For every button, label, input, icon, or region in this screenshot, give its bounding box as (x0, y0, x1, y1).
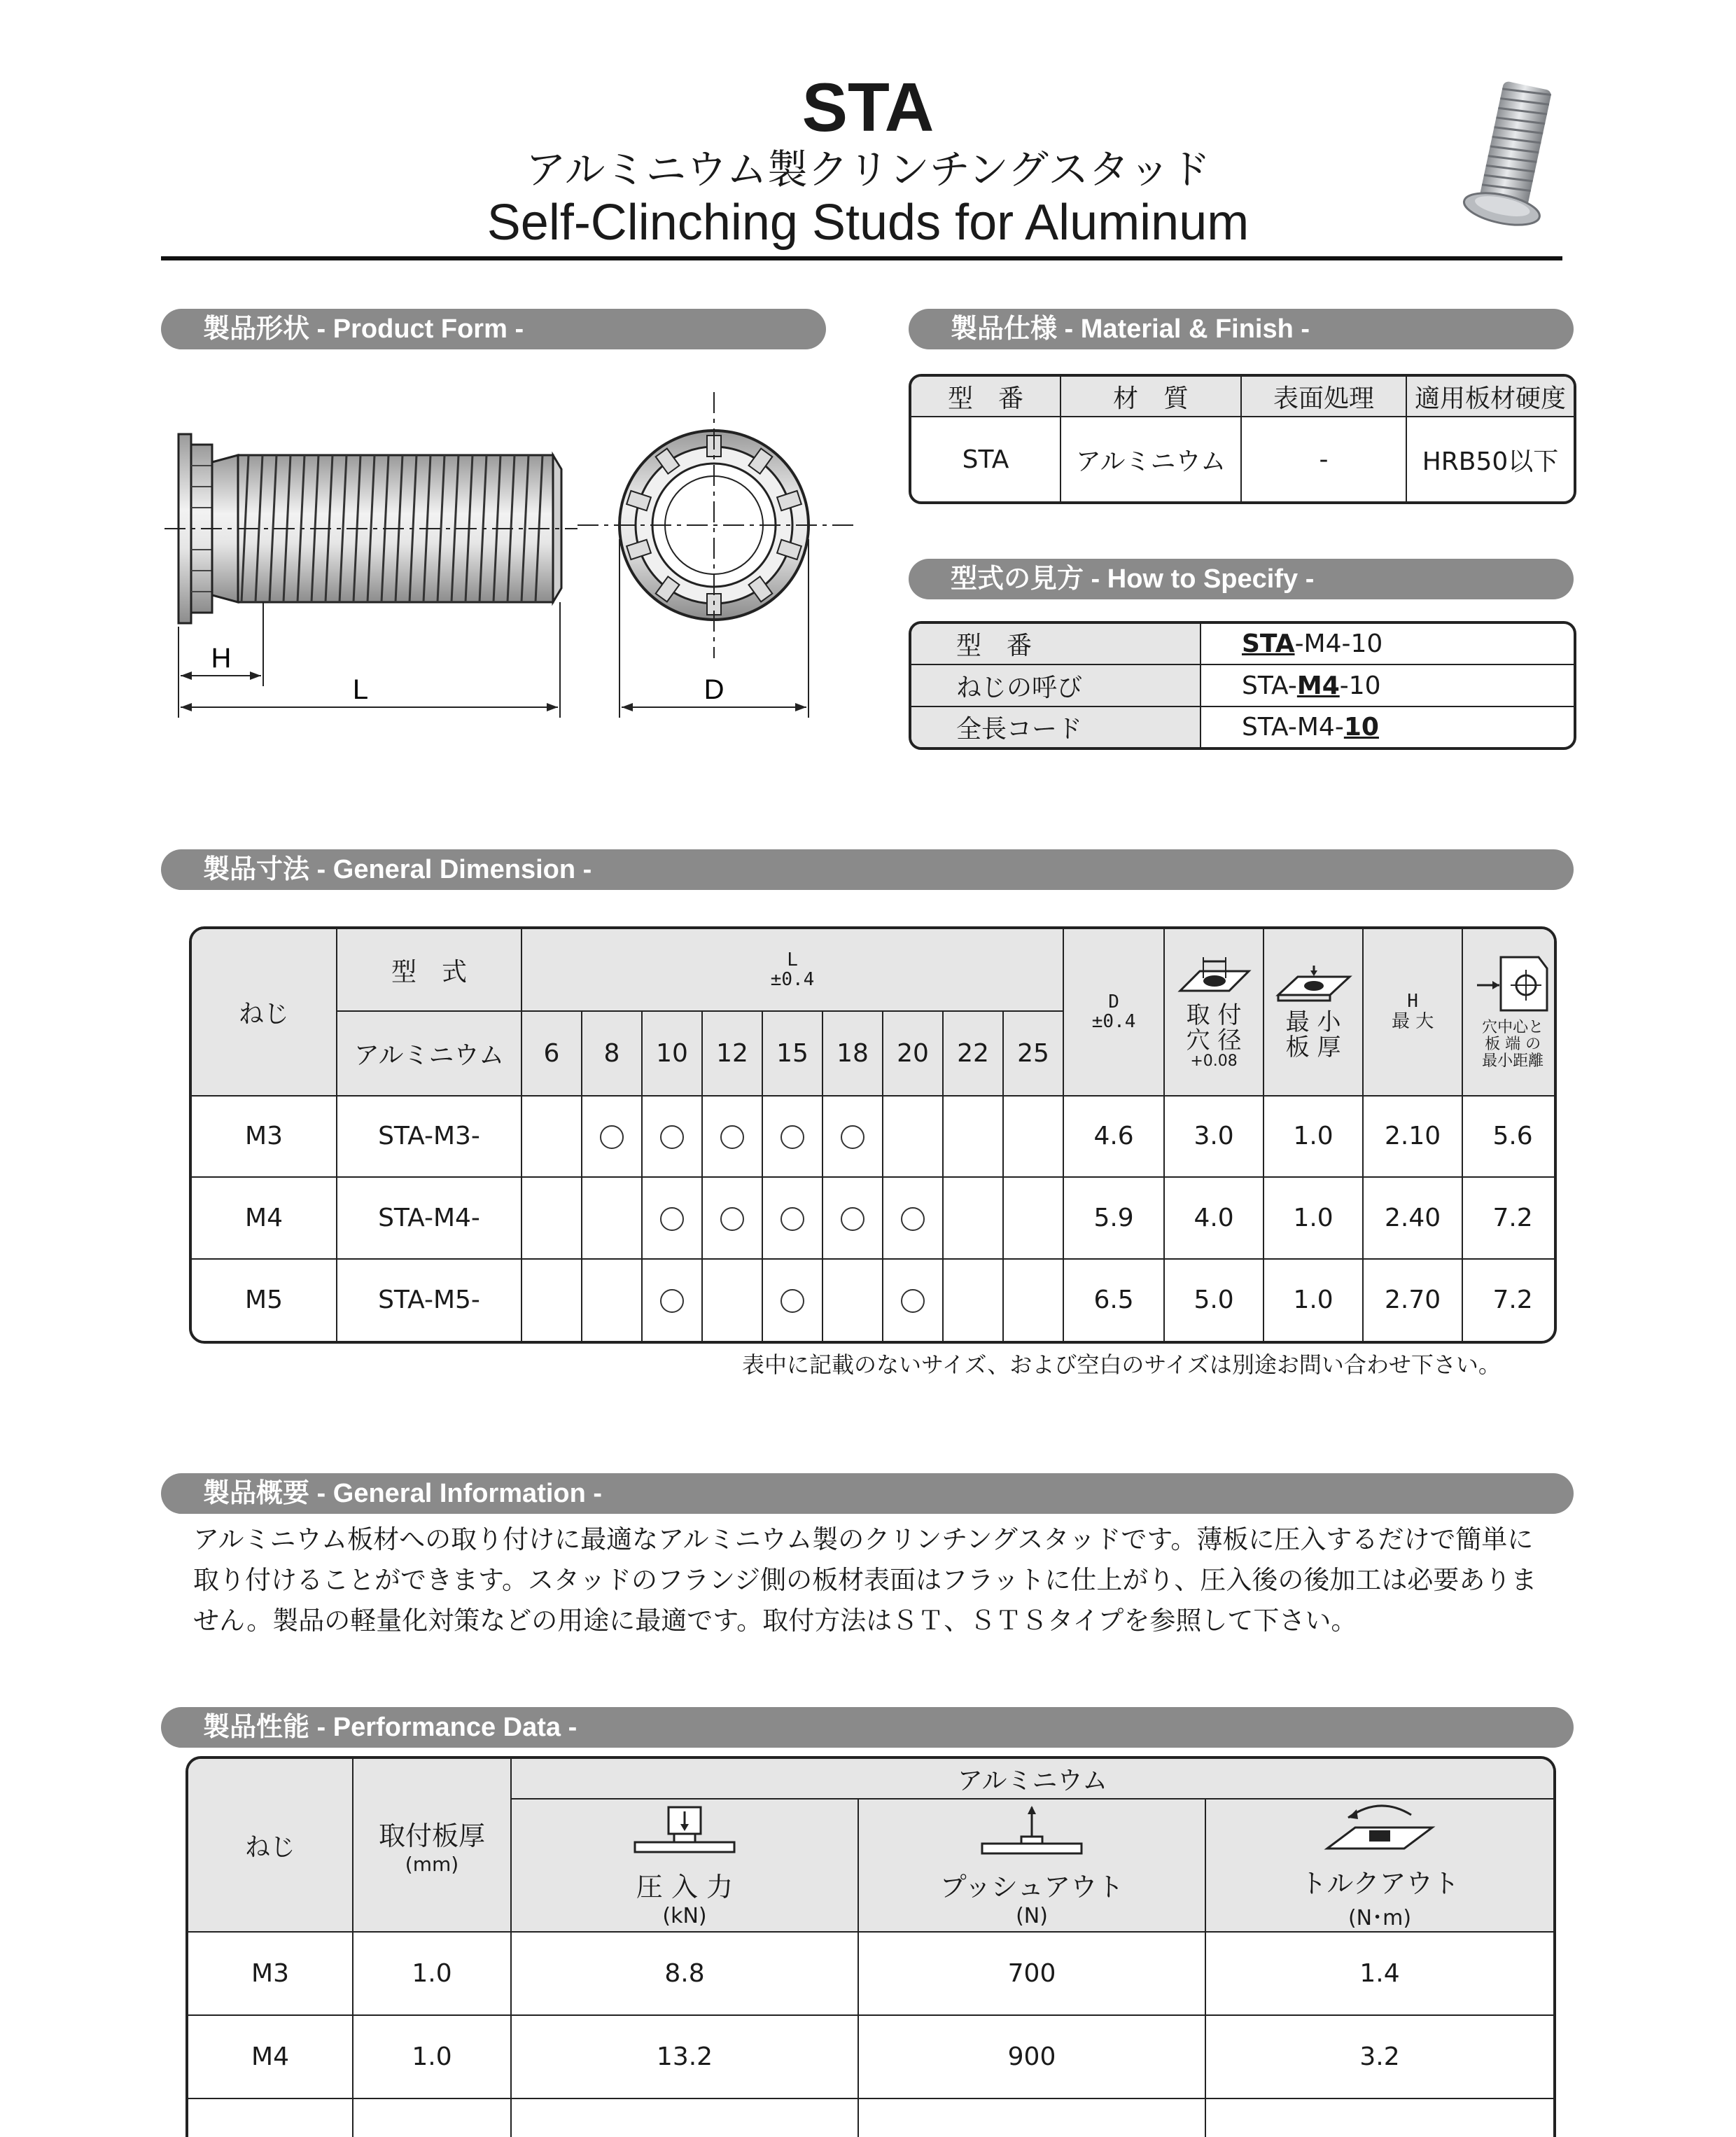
perf-header-torqueout: トルクアウト (N･m) (1206, 1800, 1553, 1933)
section-dimension: 製品寸法 - General Dimension - (161, 849, 1574, 890)
sheet-thickness-icon (1274, 964, 1352, 1003)
perf-header-material: アルミニウム (512, 1759, 1553, 1800)
dim-cell-length-18 (823, 1097, 883, 1178)
dim-cell-sheet: 1.0 (1264, 1178, 1364, 1259)
available-mark-icon (600, 1125, 624, 1149)
dim-cell-length-22 (944, 1260, 1004, 1341)
dim-cell-length-20 (883, 1260, 944, 1341)
perf-cell-pushout: 700 (859, 1933, 1206, 2016)
available-mark-icon (660, 1289, 684, 1313)
dim-label-d: D (704, 674, 724, 705)
dim-cell-length-10 (643, 1178, 703, 1259)
dim-header-length-22: 22 (944, 1012, 1004, 1096)
dim-cell-head-height: 2.70 (1364, 1260, 1463, 1341)
dim-label-l: L (352, 674, 369, 705)
dim-header-length: L ±0.4 (522, 929, 1064, 1012)
material-cell-model: STA (911, 417, 1061, 501)
perf-cell-empty (859, 2099, 1206, 2137)
dim-cell-length-15 (763, 1097, 823, 1178)
stud-photo (1460, 77, 1564, 242)
available-mark-icon (780, 1289, 804, 1313)
perf-cell-empty (1206, 2099, 1553, 2137)
perf-cell-pushout: 900 (859, 2016, 1206, 2099)
perf-header-pushout: プッシュアウト (N) (859, 1800, 1206, 1933)
dim-cell-thread: M5 (192, 1260, 337, 1341)
available-mark-icon (780, 1207, 804, 1231)
specify-label: ねじの呼び (911, 665, 1201, 706)
dim-cell-length-12 (703, 1097, 763, 1178)
dim-header-diameter: D ±0.4 (1064, 929, 1165, 1097)
dim-cell-hole: 5.0 (1165, 1260, 1264, 1341)
dim-header-edge: 穴中心と 板 端 の 最小距離 (1463, 929, 1557, 1097)
material-header-hardness: 適用板材硬度 (1407, 377, 1574, 417)
dim-cell-length-12 (703, 1178, 763, 1259)
perf-cell-empty (188, 2099, 354, 2137)
dim-header-material: アルミニウム (337, 1012, 522, 1096)
dim-cell-model: STA-M5- (337, 1260, 522, 1341)
material-header-finish: 表面処理 (1242, 377, 1407, 417)
dim-header-sheet: 最 小 板 厚 (1264, 929, 1364, 1097)
perf-cell-torqueout: 3.2 (1206, 2016, 1553, 2099)
perf-cell-thickness: 1.0 (354, 1933, 512, 2016)
perf-cell-press-in: 8.8 (512, 1933, 859, 2016)
dim-cell-length-18 (823, 1178, 883, 1259)
specify-label: 型 番 (911, 624, 1201, 665)
perf-cell-empty (354, 2099, 512, 2137)
info-line: アルミニウム板材への取り付けに最適なアルミニウム製のクリンチングスタッドです。薄板に圧入するだけで簡単に (193, 1524, 1534, 1554)
dim-label-h: H (211, 643, 232, 674)
dim-header-length-20: 20 (883, 1012, 944, 1096)
dim-header-hole: 取 付 穴 径 +0.08 (1165, 929, 1264, 1097)
page-title: STA (802, 69, 934, 146)
available-mark-icon (901, 1289, 925, 1313)
perf-cell-thread: M4 (188, 2016, 354, 2099)
dim-header-head-height: H 最 大 (1364, 929, 1463, 1097)
dim-cell-length-25 (1004, 1178, 1064, 1259)
dim-cell-head-height: 2.40 (1364, 1178, 1463, 1259)
dimension-table (189, 926, 1557, 1344)
section-material: 製品仕様 - Material & Finish - (909, 309, 1574, 349)
dim-header-length-6: 6 (522, 1012, 582, 1096)
dim-cell-length-15 (763, 1260, 823, 1341)
info-line: 取り付けることができます。スタッドのフランジ側の板材表面はフラットに仕上がり、圧入後の後加工は必要ありま (193, 1565, 1537, 1595)
specify-example: STA-M4-10 (1201, 665, 1574, 706)
available-mark-icon (720, 1125, 744, 1149)
performance-table (186, 1756, 1556, 2137)
material-cell-material: アルミニウム (1061, 417, 1242, 501)
dim-cell-length-22 (944, 1178, 1004, 1259)
section-product-form: 製品形状 - Product Form - (161, 309, 826, 349)
dim-cell-length-8 (582, 1178, 643, 1259)
dim-cell-length-10 (643, 1097, 703, 1178)
dim-cell-length-18 (823, 1260, 883, 1341)
available-mark-icon (660, 1125, 684, 1149)
material-table (909, 374, 1576, 504)
specify-example: STA-M4-10 (1242, 712, 1379, 742)
material-header-model: 型 番 (911, 377, 1061, 417)
available-mark-icon (780, 1125, 804, 1149)
section-performance: 製品性能 - Performance Data - (161, 1707, 1574, 1748)
title-divider (161, 256, 1562, 260)
dim-cell-length-10 (643, 1260, 703, 1341)
dim-cell-model: STA-M4- (337, 1178, 522, 1259)
page-subtitle-en: Self-Clinching Studs for Aluminum (486, 195, 1250, 251)
dim-cell-head-height: 2.10 (1364, 1097, 1463, 1178)
dim-cell-hole: 4.0 (1165, 1178, 1264, 1259)
perf-header-thickness: 取付板厚 (mm) (354, 1759, 512, 1933)
dim-cell-length-20 (883, 1178, 944, 1259)
dim-cell-length-6 (522, 1260, 582, 1341)
dim-cell-edge: 7.2 (1492, 1286, 1533, 1315)
material-cell-hardness: HRB50以下 (1422, 447, 1559, 476)
perf-cell-thickness: 1.0 (354, 2016, 512, 2099)
dim-cell-edge: 7.2 (1463, 1178, 1557, 1259)
dim-header-length-18: 18 (823, 1012, 883, 1096)
available-mark-icon (901, 1207, 925, 1231)
available-mark-icon (720, 1207, 744, 1231)
dim-cell-hole: 3.0 (1165, 1097, 1264, 1178)
dim-cell-length-15 (763, 1178, 823, 1259)
specify-example: STA-M4-10 (1201, 624, 1574, 665)
perf-cell-torqueout: 1.4 (1206, 1933, 1553, 2016)
dim-header-length-8: 8 (582, 1012, 643, 1096)
available-mark-icon (841, 1125, 864, 1149)
material-header-material: 材 質 (1061, 377, 1242, 417)
dim-cell-length-8 (582, 1097, 643, 1178)
specify-table (909, 621, 1576, 750)
dim-cell-length-25 (1004, 1097, 1064, 1178)
dim-cell-thread: M3 (192, 1097, 337, 1178)
dim-cell-length-22 (944, 1097, 1004, 1178)
dim-header-length-10: 10 (643, 1012, 703, 1096)
dim-cell-model: STA-M3- (337, 1097, 522, 1178)
dim-cell-diameter: 5.9 (1064, 1178, 1165, 1259)
dim-header-length-25: 25 (1004, 1012, 1064, 1096)
dim-cell-length-6 (522, 1097, 582, 1178)
dim-cell-length-25 (1004, 1260, 1064, 1341)
edge-distance-icon (1474, 954, 1551, 1013)
perf-header-thread: ねじ (188, 1759, 354, 1933)
perf-header-press-in: 圧 入 力 (kN) (512, 1800, 859, 1933)
page-subtitle-jp: アルミニウム製クリンチングスタッド (525, 147, 1211, 193)
section-info: 製品概要 - General Information - (161, 1473, 1574, 1514)
dim-header-thread: ねじ (192, 929, 337, 1097)
dim-cell-diameter: 4.6 (1064, 1097, 1165, 1178)
section-specify: 型式の見方 - How to Specify - (909, 559, 1574, 599)
dim-cell-diameter: 6.5 (1064, 1260, 1165, 1341)
dim-cell-length-6 (522, 1178, 582, 1259)
dim-cell-thread: M4 (192, 1178, 337, 1259)
perf-cell-press-in: 13.2 (512, 2016, 859, 2099)
torqueout-icon (1320, 1800, 1439, 1856)
press-in-icon (632, 1803, 737, 1859)
available-mark-icon (660, 1207, 684, 1231)
dimension-note: 表中に記載のないサイズ、および空白のサイズは別途お問い合わせ下さい。 (742, 1351, 1501, 1378)
dim-cell-length-20 (883, 1097, 944, 1178)
general-info-text (193, 1519, 1579, 1641)
info-line: せん。製品の軽量化対策などの用途に最適です。取付方法はＳＴ、ＳＴＳタイプを参照して下さい。 (193, 1606, 1357, 1636)
dim-cell-length-8 (582, 1260, 643, 1341)
dim-cell-sheet: 1.0 (1264, 1260, 1364, 1341)
pushout-icon (979, 1803, 1084, 1859)
material-cell-finish: - (1242, 417, 1407, 501)
dim-cell-sheet: 1.0 (1264, 1097, 1364, 1178)
dim-cell-edge: 5.6 (1463, 1097, 1557, 1178)
dim-header-length-15: 15 (763, 1012, 823, 1096)
dim-header-model: 型 式 (337, 929, 522, 1012)
perf-cell-thread: M3 (188, 1933, 354, 2016)
product-form-drawing (161, 392, 861, 728)
dim-header-length-12: 12 (703, 1012, 763, 1096)
dim-cell-length-12 (703, 1260, 763, 1341)
specify-label: 全長コード (911, 707, 1201, 747)
perf-cell-empty (512, 2099, 859, 2137)
mounting-hole-icon (1175, 954, 1253, 996)
available-mark-icon (841, 1207, 864, 1231)
